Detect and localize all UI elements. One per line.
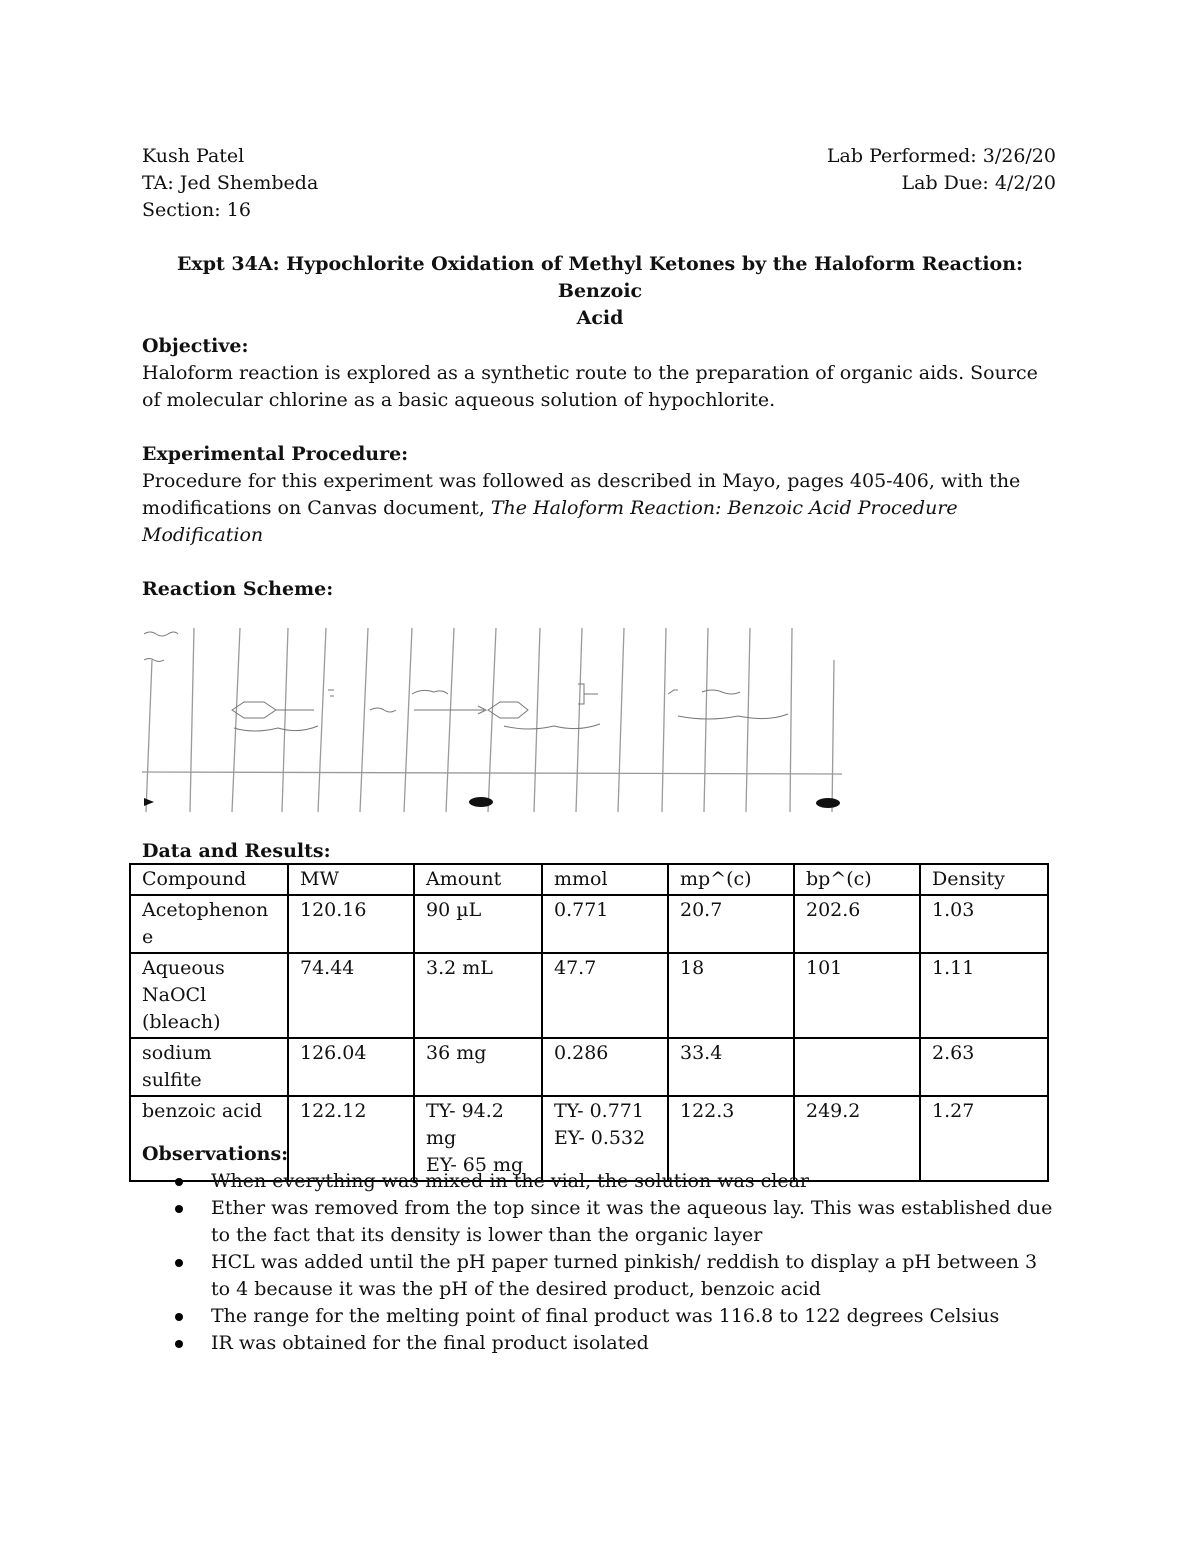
table-cell: 2.63 [920,1038,1048,1096]
table-header-cell: MW [288,864,414,895]
table-cell: 249.2 [794,1096,920,1181]
table-header-cell: mmol [542,864,668,895]
table-cell: 18 [668,953,794,1038]
observation-text: When everything was mixed in the vial, the solution was clear [211,1170,809,1192]
table-row [130,895,1048,953]
table-header-row [130,864,1048,895]
experimental-yield-amount: EY- 65 mg [426,1154,524,1176]
table-cell: 36 mg [414,1038,542,1096]
data-table [129,863,1049,1182]
table-cell: 1.11 [920,953,1048,1038]
table-cell: sodium sulfite [130,1038,288,1096]
observation-text: IR was obtained for the final product isolated [211,1332,649,1354]
table-cell: 20.7 [668,895,794,953]
table-cell: 101 [794,953,920,1038]
table-cell: 126.04 [288,1038,414,1096]
header-left [142,143,318,224]
bullet-icon [175,1259,183,1267]
procedure-text: Procedure for this experiment was followed as described in Mayo, pages 405-406, with the modifications on Canvas document, [142,470,1021,519]
experimental-yield-mmol: EY- 0.532 [554,1127,646,1149]
list-item [142,1303,1058,1330]
ta-name: TA: Jed Shembeda [142,172,319,194]
objective-section [142,333,1058,414]
student-name: Kush Patel [142,145,245,167]
observations-heading-wrap [142,1141,1058,1168]
procedure-document-title: The Haloform Reaction: Benzoic Acid Procedure Modification [142,497,958,546]
procedure-section [142,441,1058,549]
table-cell: 202.6 [794,895,920,953]
data-results-heading-wrap [142,838,1058,865]
table-cell: 120.16 [288,895,414,953]
lab-performed-date: Lab Performed: 3/26/20 [826,145,1056,167]
observation-text: HCL was added until the pH paper turned pinkish/ reddish to display a pH between 3 to 4 because it was the pH of the desired product, benzoic acid [211,1251,1038,1300]
procedure-paragraph [142,468,1058,549]
bullet-icon [175,1340,183,1348]
objective-text: Haloform reaction is explored as a synthetic route to the preparation of organic aids. Source of molecular chlorine as a basic aqueous solution of hypochlorite. [142,362,1038,411]
table-cell: 1.03 [920,895,1048,953]
table-cell: 33.4 [668,1038,794,1096]
table-cell: 90 µL [414,895,542,953]
list-item [142,1330,1058,1357]
document-title [142,251,1058,332]
table-row [130,953,1048,1038]
table-header-cell: Density [920,864,1048,895]
bullet-icon [175,1205,183,1213]
table-cell: 47.7 [542,953,668,1038]
reaction-section [142,576,1058,603]
bullet-icon [175,1178,183,1186]
table-header-cell: mp^(c) [668,864,794,895]
table-cell: 122.12 [288,1096,414,1181]
bullet-icon [175,1313,183,1321]
table-header-cell: Amount [414,864,542,895]
lab-due-date: Lab Due: 4/2/20 [901,172,1056,194]
observation-text: The range for the melting point of final product was 116.8 to 122 degrees Celsius [211,1305,1000,1327]
theoretical-yield-mmol: TY- 0.771 [554,1100,644,1122]
title-line-2: Acid [576,307,624,329]
list-item [142,1249,1058,1303]
list-item [142,1168,1058,1195]
observations-list [142,1168,1058,1357]
table-cell: 122.3 [668,1096,794,1181]
table-cell [794,1038,920,1096]
observations-heading: Observations: [142,1143,289,1165]
objective-heading: Objective: [142,335,249,357]
procedure-heading: Experimental Procedure: [142,443,409,465]
table-cell: 0.771 [542,895,668,953]
table-cell: benzoic acid [130,1096,288,1181]
table-header-cell: Compound [130,864,288,895]
theoretical-yield-amount: TY- 94.2 mg [426,1100,504,1149]
table-cell: 74.44 [288,953,414,1038]
table-cell: Aqueous NaOCl (bleach) [130,953,288,1038]
data-results-heading: Data and Results: [142,840,331,862]
reaction-heading: Reaction Scheme: [142,578,334,600]
header-right [827,143,1056,197]
reaction-scheme-image [142,620,842,815]
list-item [142,1195,1058,1249]
observation-text: Ether was removed from the top since it was the aqueous lay. This was established due to the fact that its density is lower than the organic layer [211,1197,1053,1246]
section-number: Section: 16 [142,199,251,221]
table-header-cell: bp^(c) [794,864,920,895]
table-cell: 3.2 mL [414,953,542,1038]
table-cell: 1.27 [920,1096,1048,1181]
table-cell: Acetophenone [130,895,288,953]
table-row [130,1038,1048,1096]
table-cell: 0.286 [542,1038,668,1096]
title-line-1: Expt 34A: Hypochlorite Oxidation of Methyl Ketones by the Haloform Reaction: Benzoic [176,253,1024,302]
